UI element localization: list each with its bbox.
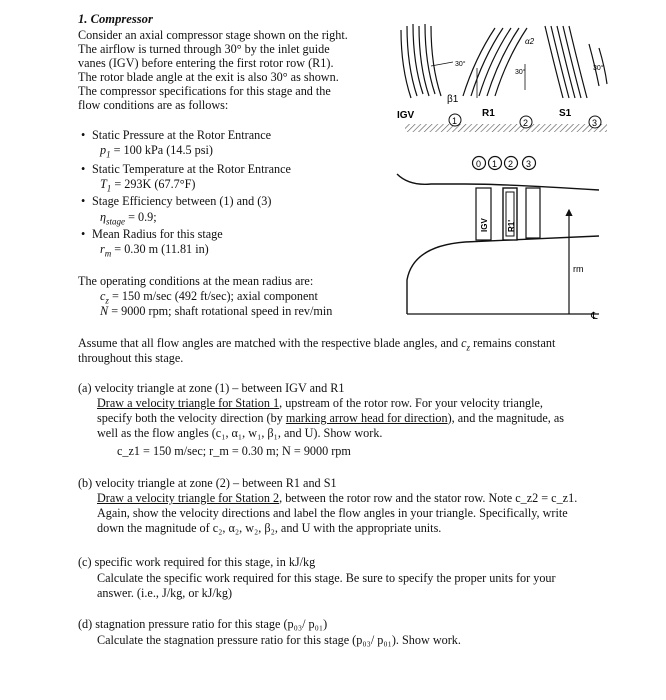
part-c-title: (c) specific work required for this stage, in kJ/kg [78,555,316,569]
igv-box-label: IGV [480,218,489,232]
label-beta1: β1 [447,94,459,105]
intro-line-6: flow conditions are as follows: [78,98,229,112]
part-a-line-4: c_z1 = 150 m/sec; r_m = 0.30 m; N = 9000 rpm [117,444,351,458]
assume-line-2: throughout this stage. [78,351,184,365]
compressor-diagram [385,18,615,328]
part-c-line-1: Calculate the specific work required for this stage. Be sure to specify the proper units for your [97,571,556,585]
intro-line-2: The airflow is turned through 30° by the inlet guide [78,42,330,56]
intro-line-4: The rotor blade angle at the exit is also 30° as shown. [78,70,339,84]
assume-line-1: Assume that all flow angles are matched with the respective blade angles, and $c_z$ remains constant [78,336,556,353]
spec-value-pressure: $p_1 = 100$ kPa (14.5 psi) [100,143,213,160]
part-a-line-2: specify both the velocity direction (by marking arrow head for direction), and the magnitude, as [97,411,565,425]
part-a-title: (a) velocity triangle at zone (1) – between IGV and R1 [78,381,345,395]
angle-30-igv: 30° [455,61,466,68]
part-b-title: (b) velocity triangle at zone (2) – between R1 and S1 [78,476,337,490]
label-alpha2: α2 [525,37,535,46]
label-r1: R1 [482,108,495,119]
section-heading: 1. Compressor [78,12,153,26]
spec-value-radius: $r_m = 0.30$ m (11.81 in) [100,242,209,259]
angle-30-r1: 30° [515,69,526,76]
centerline-symbol: ℄ [591,311,598,322]
intro-line-3: vanes (IGV) before entering the first rotor row (R1). [78,56,334,70]
spec-label-temperature: • Static Temperature at the Rotor Entrance [92,162,291,176]
s1-box [526,188,540,238]
spec-label-pressure: • Static Pressure at the Rotor Entrance [92,128,271,142]
station-2: 2 [508,159,514,169]
spec-label-radius: • Mean Radius for this stage [92,227,223,241]
label-rm: rm [573,264,584,274]
part-a-line-3: well as the flow angles (c₁, α₁, w₁, β₁, and U). Show work. [97,426,383,440]
station-3: 3 [526,159,532,169]
intro-line-5: The compressor specifications for this stage and the [78,84,331,98]
operating-cz: $c_z = 150$ m/sec (492 ft/sec); axial component [100,289,318,306]
station-2-top: 2 [523,118,529,128]
spec-value-efficiency: $\eta_{stage} = 0.9$; [100,210,157,227]
part-b-line-1: Draw a velocity triangle for Station 2, between the rotor row and the stator row. Note c_z2 = c_z1. [97,491,578,505]
part-b-line-2: Again, show the velocity directions and label the flow angles in your triangle. Specifically, write [97,506,568,520]
label-s1: S1 [559,108,572,119]
station-1: 1 [492,159,498,169]
intro-line-1: Consider an axial compressor stage shown on the right. [78,28,348,42]
station-3-top: 3 [592,118,598,128]
station-0: 0 [476,159,482,169]
outer-casing [397,174,599,190]
s1-blades [545,26,607,98]
igv-angle-line [431,62,453,66]
operating-intro: The operating conditions at the mean radius are: [78,274,314,288]
hub-curve [407,242,465,314]
igv-blades [401,24,441,98]
hub-hatching [405,124,607,132]
angle-30-s1: 30° [593,65,604,72]
part-b-line-3: down the magnitude of c₂, α₂, w₂, β₂, and U with the appropriate units. [97,521,442,535]
part-d-line-1: Calculate the stagnation pressure ratio for this stage (p₀₃/ p₀₁). Show work. [97,633,461,647]
spec-label-efficiency: • Stage Efficiency between (1) and (3) [92,194,271,208]
part-a-line-1: Draw a velocity triangle for Station 1, upstream of the rotor row. For your velocity triangle, [97,396,543,410]
operating-n: N = 9000 rpm; shaft rotational speed in rev/min [100,304,333,318]
r1-box-label: R1' [507,219,516,232]
part-d-title: (d) stagnation pressure ratio for this stage (p₀₃/ p₀₁) [78,617,328,631]
station-1-top: 1 [452,116,458,126]
r1-blades [463,28,527,96]
label-igv: IGV [397,110,415,121]
part-c-line-2: answer. (i.e., J/kg, or kJ/kg) [97,586,233,600]
spec-value-temperature: $T_1 = 293K$ (67.7°F) [100,177,196,194]
